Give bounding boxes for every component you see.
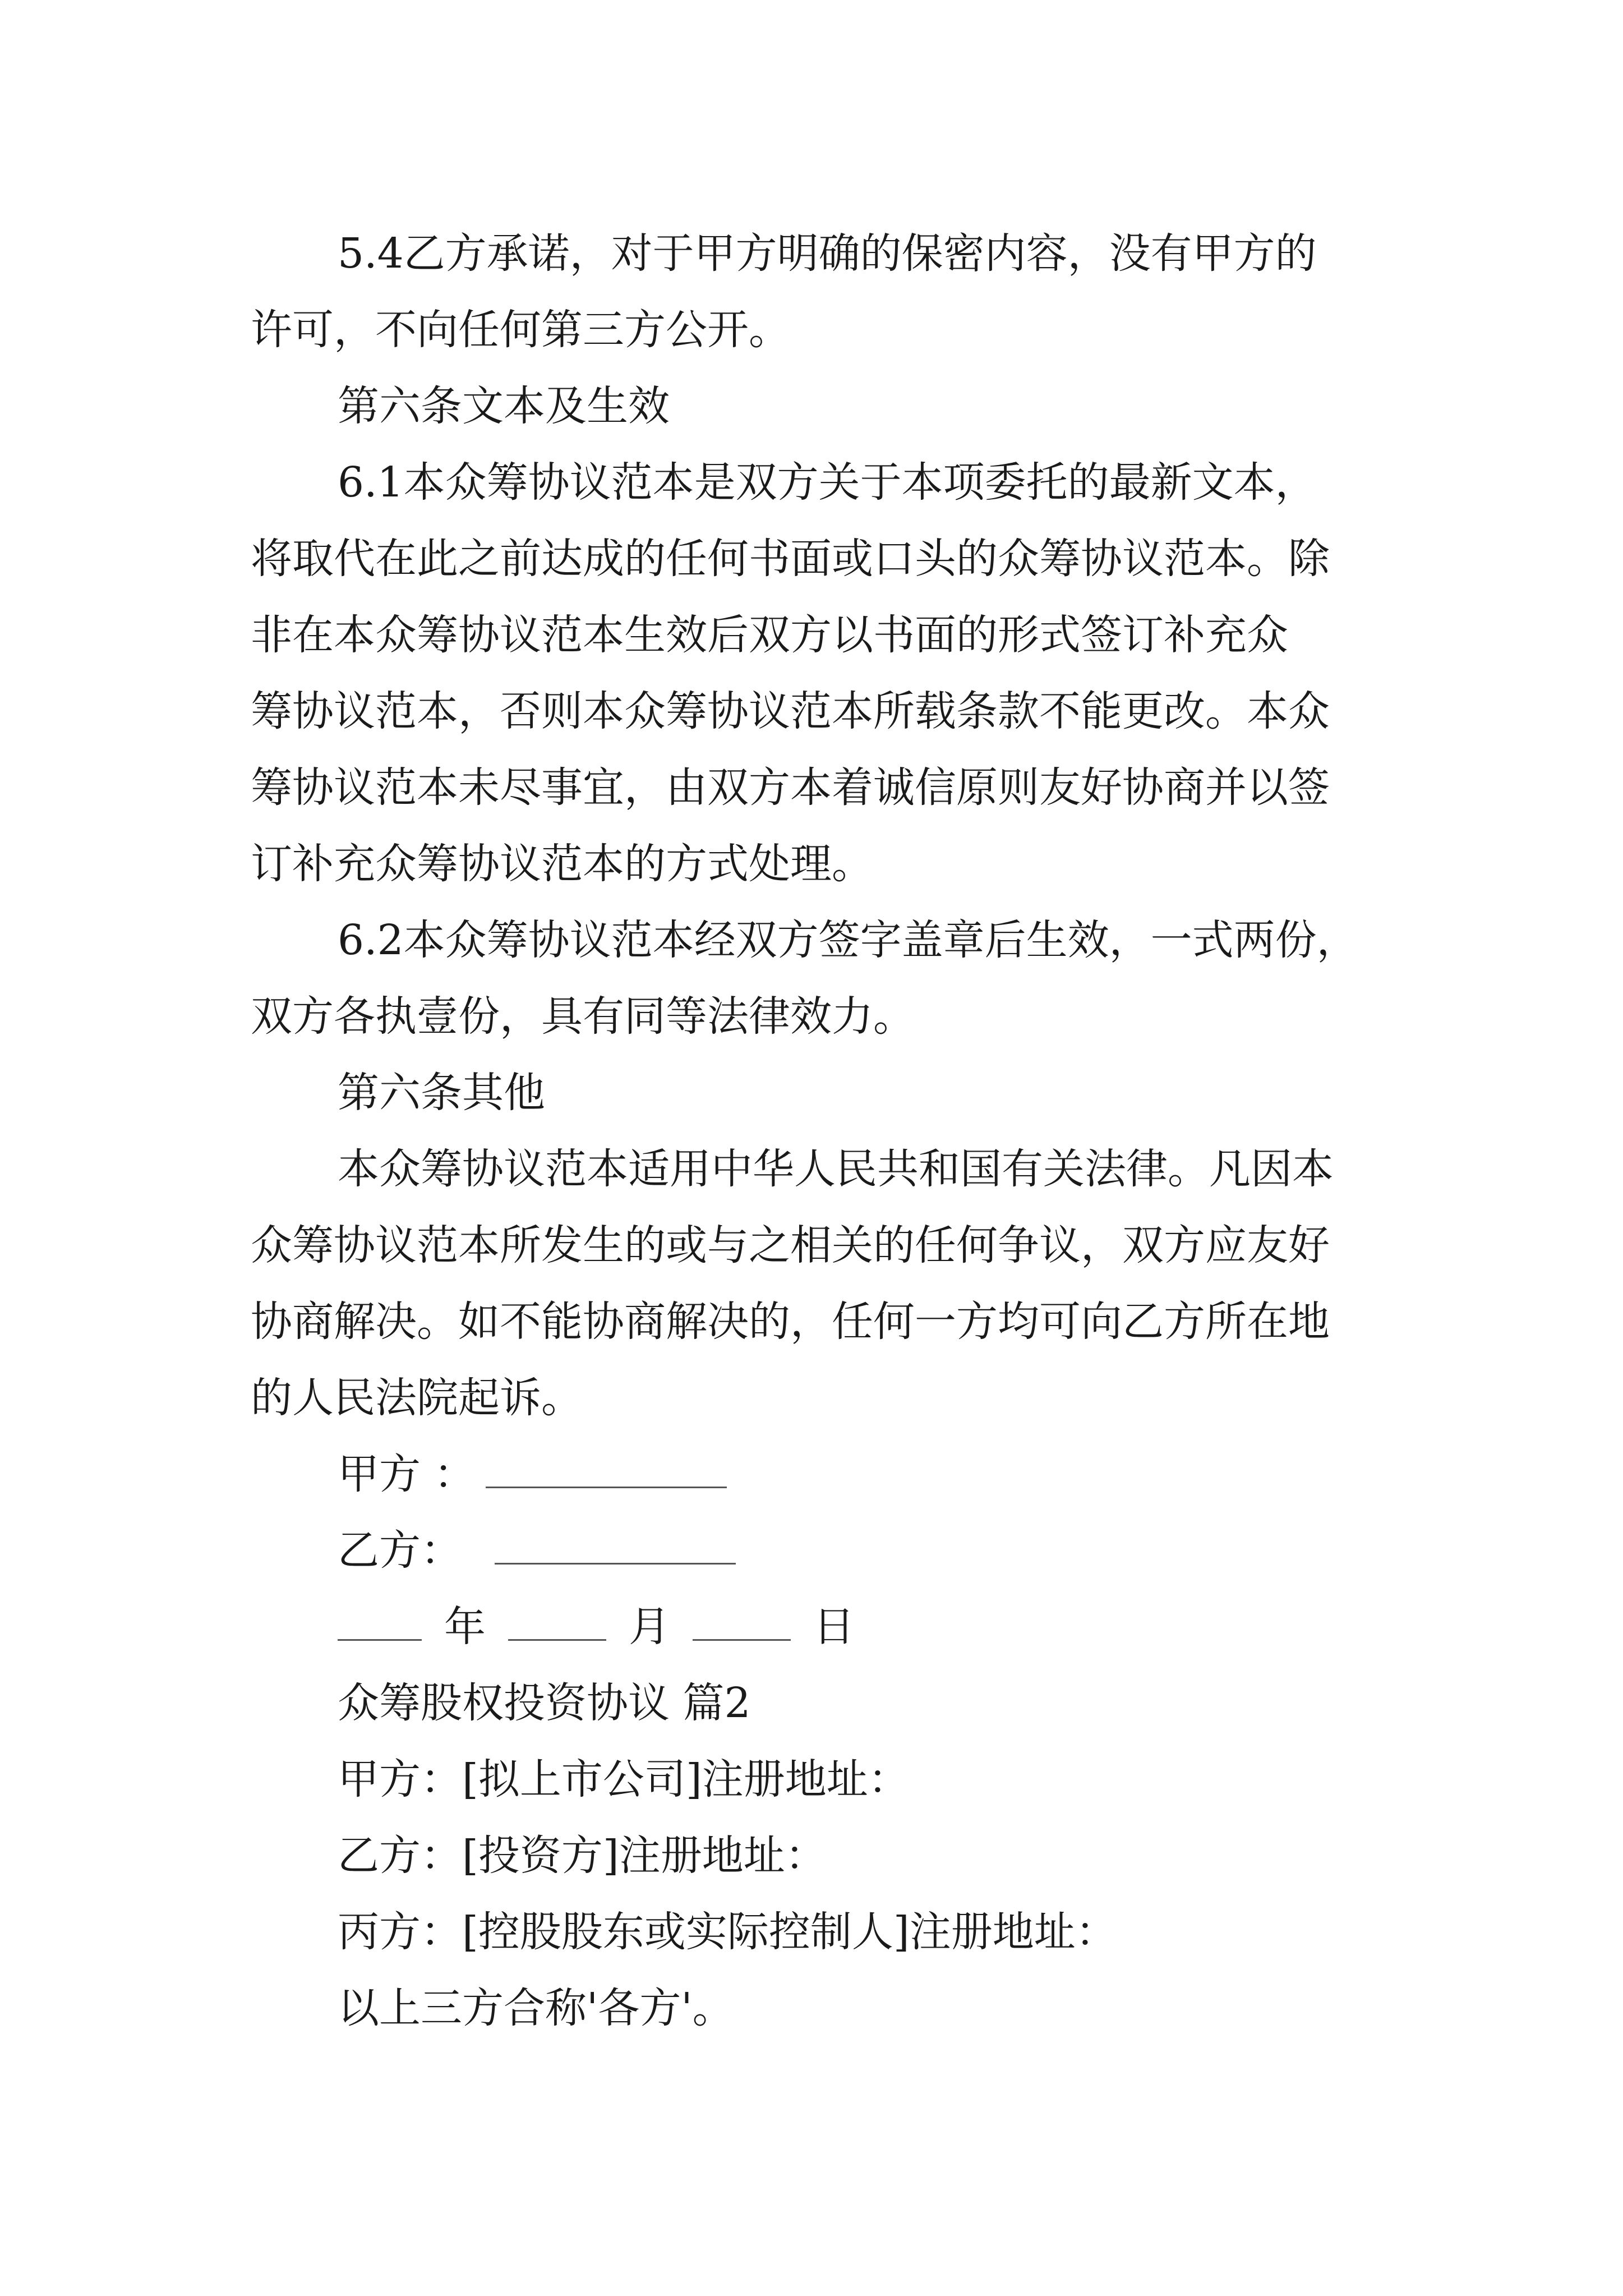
signature-party-a-blank [486,1454,727,1488]
party-a-line: 甲方：[拟上市公司]注册地址： [338,1755,910,1803]
date-year-blank [338,1607,422,1641]
collective-name-line: 以上三方合称'各方'。 [338,1984,734,2032]
party-b-line: 乙方：[投资方]注册地址： [338,1832,827,1880]
article-6-heading: 第六条文本及生效 [338,382,670,430]
clause-6-1-line-4: 筹协议范本，否则本众筹协议范本所载条款不能更改。本众 [251,687,1330,735]
law-clause-line-1: 本众筹协议范本适用中华人民共和国有关法律。凡因本 [338,1145,1334,1193]
law-clause-line-2: 众筹协议范本所发生的或与之相关的任何争议，双方应友好 [251,1221,1330,1269]
document-body [251,215,1395,2046]
signature-party-a-label: 甲方 ： [338,1450,476,1498]
clause-5-4-line-1: 5.4乙方承诺，对于甲方明确的保密内容，没有甲方的 [338,229,1317,278]
date-day-label: 日 [813,1603,855,1651]
clause-5-4-line-2: 许可，不向任何第三方公开。 [251,306,790,354]
date-month-label: 月 [629,1603,670,1651]
signature-date [251,1589,1395,1665]
clause-6-1-line-3: 非在本众筹协议范本生效后双方以书面的形式签订补充众 [251,611,1288,659]
signature-party-b-blank [495,1530,736,1565]
law-clause-line-4: 的人民法院起诉。 [251,1374,583,1422]
signature-party-b-label: 乙方： [338,1526,462,1575]
agreement-2-title: 众筹股权投资协议 篇2 [338,1679,751,1727]
law-clause-line-3: 协商解决。如不能协商解决的，任何一方均可向乙方所在地 [251,1297,1330,1346]
signature-party-a [251,1436,1395,1512]
clause-6-2-line-2: 双方各执壹份，具有同等法律效力。 [251,992,915,1041]
clause-6-1-line-2: 将取代在此之前达成的任何书面或口头的众筹协议范本。除 [251,535,1330,583]
article-other-heading: 第六条其他 [338,1069,545,1117]
signature-party-b [251,1512,1395,1589]
clause-6-1-line-6: 订补充众筹协议范本的方式处理。 [251,840,873,888]
clause-6-2-line-1: 6.2本众筹协议范本经双方签字盖章后生效，一式两份， [338,916,1358,964]
clause-6-1-line-1: 6.1本众筹协议范本是双方关于本项委托的最新文本， [338,458,1317,507]
date-month-blank [508,1607,606,1641]
date-day-blank [693,1607,791,1641]
clause-6-1-line-5: 筹协议范本未尽事宜，由双方本着诚信原则友好协商并以签 [251,763,1330,812]
date-year-label: 年 [444,1603,486,1651]
party-c-line: 丙方：[控股股东或实际控制人]注册地址： [338,1908,1117,1956]
